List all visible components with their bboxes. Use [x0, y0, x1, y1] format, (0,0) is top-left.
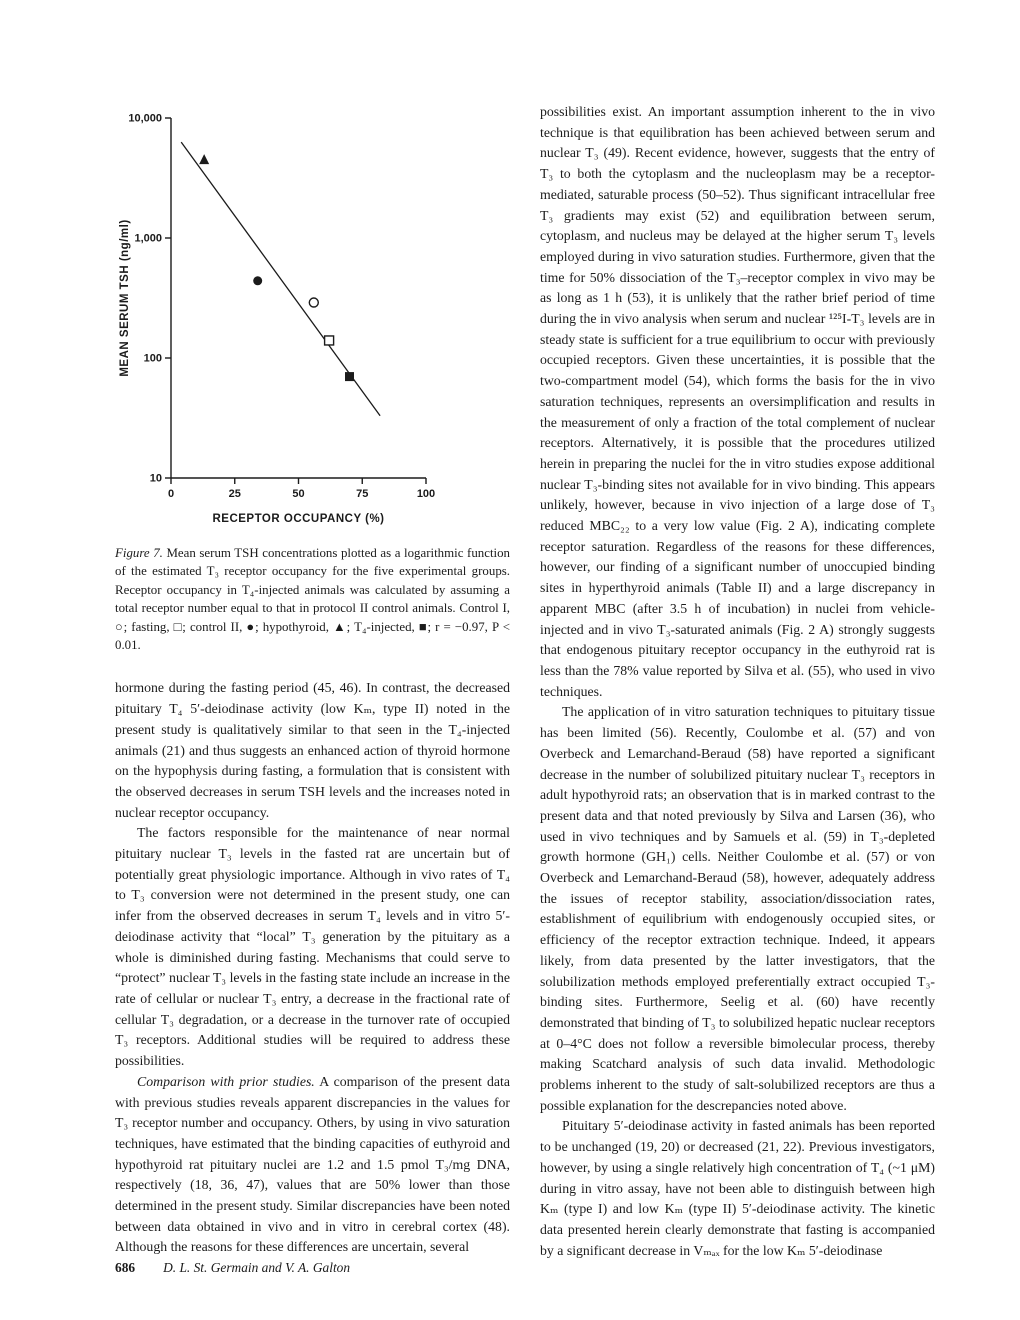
body-paragraph: The application of in vitro saturation techniques to pituitary tissue has been limited (56). Recently, Coulombe et al. (57) and von Overbeck and Lemarchand-Beraud (58) have reported a significant decrease in the number of solubilized pituitary nuclear T₃ receptors in adult hypothyroid rats; an observation that is in marked contrast to the present data and that noted previously by Silva and Larsen (36), who used in vivo techniques and by Samuels et al. (59) in T₃-depleted growth hormone (GH₁) cells. Neither Coulombe et al. (57) or von Overbeck and Lemarchand-Beraud (58), however, adequately address the issues of receptor stability, association/dissociation rates, establishment of equilibrium with endogenously occupied sites, or efficiency of the receptor extraction technique. Indeed, it appears likely, from data presented by the latter investigators, that the solubilization methods employed preferentially extract occupied T₃-binding sites. Furthermore, Seelig et al. (60) have recently demonstrated that binding of T₃ to solubilized hepatic nuclear receptors at 0–4°C does not follow a reversible bimolecular process, thereby making Scatchard analysis of such data invalid. Methodologic problems inherent to the study of salt-solubilized receptors are thus a possible explanation for the descrepancies noted above.	[540, 704, 935, 1113]
paragraph-lead-in: Comparison with prior studies.	[137, 1073, 315, 1089]
y-tick-label: 1,000	[134, 232, 162, 245]
marker-control-i	[309, 298, 318, 307]
running-authors: D. L. St. Germain and V. A. Galton	[163, 1260, 351, 1275]
left-column	[115, 102, 510, 1261]
y-tick-label: 10	[149, 472, 162, 485]
figure-7-chart	[115, 102, 515, 532]
right-column	[540, 102, 935, 1261]
body-paragraph	[115, 1072, 510, 1258]
page-footer	[115, 1260, 350, 1276]
y-tick-label: 100	[143, 352, 162, 365]
figure-caption	[115, 544, 510, 654]
marker-hypothyroid	[199, 154, 209, 164]
x-tick-label: 25	[228, 488, 241, 500]
x-axis-label: RECEPTOR OCCUPANCY (%)	[212, 513, 385, 525]
marker-control-ii	[253, 276, 262, 285]
body-paragraph: hormone during the fasting period (45, 46). In contrast, the decreased pituitary T₄ 5′-deiodinase activity (low Kₘ, type II) noted in the present study is qualitatively similar to that seen in the T₄-injected animals (21) and thus suggests an enhanced action of thyroid hormone on the hypophysis during fasting, a formulation that is consistent with the observed decreases in serum TSH levels and the increases noted in nuclear receptor occupancy.	[115, 680, 510, 820]
page-number: 686	[115, 1260, 136, 1275]
x-tick-label: 75	[356, 488, 369, 500]
marker-fasting	[325, 336, 334, 345]
x-tick-label: 100	[416, 488, 436, 500]
body-paragraph: The factors responsible for the maintenance of near normal pituitary nuclear T₃ levels in the fasted rat are uncertain but of potentially great physiologic importance. Although in vivo rates of T₄ to T₃ conversion were not determined in the present study, one can infer from the observed decreases in serum T₄ levels and in vitro 5′-deiodinase activity that “local” T₃ generation by the pituitary as a whole is diminished during fasting. Mechanisms that could serve to “protect” nuclear T₃ levels in the fasting state include an increase in the rate of cellular or nuclear T₃ entry, a decrease in the fractional rate of cellular T₃ degradation, or a decrease in the turnover rate of occupied T₃ receptors. Additional studies will be required to address these possibilities.	[115, 825, 510, 1069]
figure-7	[115, 102, 510, 654]
body-paragraph: possibilities exist. An important assumption inherent to the in vivo technique is that equilibration has been achieved between serum and nuclear T₃ (49). Recent evidence, however, suggests that the entry of T₃ to both the cytoplasm and the nucleoplasm may be a receptor-mediated, saturable process (50–52). Thus significant intracellular free T₃ gradients may exist (52) and equilibration between serum, cytoplasm, and nucleus may be delayed at the higher serum T₃ levels employed during in vivo saturation studies. Furthermore, given that the time for 50% dissociation of the T₃–receptor complex in vivo may be as long as 1 h (53), it is unlikely that the rather brief period of time during the in vivo analysis when serum and nuclear ¹²⁵I-T₃ levels are in steady state is sufficient for a true equilibrium to occur with previously occupied receptors. Given these uncertainties, it is possible that the two-compartment model (54), which forms the basis for the in vivo saturation techniques, represents an oversimplification and results in the measurement of only a fraction of the total complement of nuclear receptors. Alternatively, it is possible that the procedures utilized herein in preparing the nuclei for the in vitro studies expose additional nuclear T₃-binding sites not available for in vivo binding. This appears unlikely, however, because in vivo injection of a large dose of T₃ reduced MBC₂₂ to a very low value (Fig. 2 A), indicating complete receptor saturation. Regardless of the reasons for these differences, however, our finding of a significant number of unoccupied binding sites in hyperthyroid animals (Table II) and a large discrepancy in apparent MBC (after 3.5 h of incubation) in nuclei from vehicle-injected and in vivo T₃-saturated animals (Fig. 2 A) strongly suggests that endogenous pituitary receptor occupancy in the euthyroid rat is less than the 78% value reported by Silva et al. (55), who used in vivo techniques.	[540, 104, 935, 699]
y-axis-label: MEAN SERUM TSH (ng/ml)	[119, 219, 131, 377]
figure-caption-text: Mean serum TSH concentrations plotted as a logarithmic function of the estimated T₃ receptor occupancy for the five experimental groups. Receptor occupancy in T₄-injected animals was calculated by assuming a total receptor number equal to that in protocol II control animals. Control I, ○; fasting, □; control II, ●; hypothyroid, ▲; T₄-injected, ■; r = −0.97, P < 0.01.	[115, 546, 510, 653]
x-tick-label: 0	[167, 488, 175, 500]
marker-t4-injected	[345, 372, 354, 381]
figure-caption-lead: Figure 7.	[115, 546, 163, 560]
body-paragraph: Pituitary 5′-deiodinase activity in fasted animals has been reported to be unchanged (19, 20) or decreased (21, 22). Previous investigators, however, by using a single relatively high concentration of T₄ (~1 μM) during in vitro assay, have not been able to distinguish between high Kₘ (type I) and low Kₘ (type II) 5′-deiodinase activity. The kinetic data presented herein clearly demonstrate that fasting is accompanied by a significant decrease in Vₘₐₓ for the low Kₘ 5′-deiodinase	[540, 1118, 935, 1258]
y-tick-label: 10,000	[128, 112, 162, 125]
x-tick-label: 50	[292, 488, 305, 500]
paragraph-text: A comparison of the present data with previous studies reveals apparent discrepancies in the values for T₃ receptor number and occupancy. Others, by using in vivo saturation techniques, have estimated that the binding capacities of euthyroid and hypothyroid rat pituitary nuclei are 1.2 and 1.5 pmol T₃/mg DNA, respectively (18, 36, 47), values that are 50% lower than those determined in the present study. Similar discrepancies have been noted between data obtained in vivo and in vitro in cerebral cortex (48). Although the reasons for these differences are uncertain, several	[115, 1073, 510, 1255]
